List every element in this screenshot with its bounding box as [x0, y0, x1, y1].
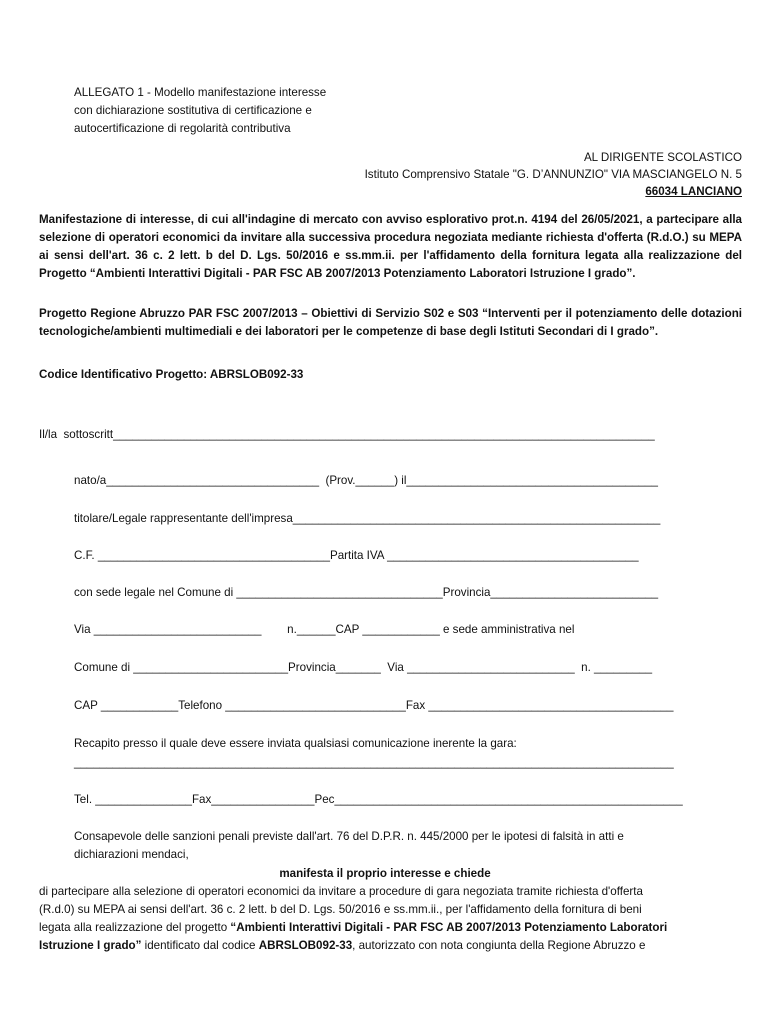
declaration-line-4-text: identificato dal codice	[141, 939, 259, 952]
project-code-bold: ABRSLOB092-33	[258, 939, 353, 952]
form-field-admin-seat: Comune di ________________________Provincia_______ Via __________________________ n. _________	[74, 661, 653, 674]
form-field-legal-seat: con sede legale nel Comune di ________________________________Provincia__________________________	[74, 586, 659, 599]
form-field-street: Via __________________________ n.______CAP ____________ e sede amministrativa nel	[74, 623, 575, 636]
form-field-address-blank: _____________________________________________________________________________________________	[74, 756, 674, 769]
awareness-line-1: Consapevole delle sanzioni penali previste dall'art. 76 del D.P.R. n. 445/2000 per le ipotesi di falsità in atti e	[74, 830, 624, 843]
recipient-line-2: Istituto Comprensivo Statale "G. D’ANNUNZIO" VIA MASCIANGELO N. 5	[364, 168, 742, 181]
declaration-line-2: (R.d.0) su MEPA ai sensi dell'art. 36 c. 2 lett. b del D. Lgs. 50/2016 e ss.mm.ii., per l'affidamento della fornitura di beni	[39, 903, 642, 916]
declaration-line-4-tail: , autorizzato con nota congiunta della Regione Abruzzo e	[352, 939, 646, 952]
declaration-line-4	[39, 937, 742, 955]
project-title-bold: “Ambienti Interattivi Digitali - PAR FSC AB 2007/2013 Potenziamento Laboratori	[230, 921, 668, 934]
form-field-address-label: Recapito presso il quale deve essere inviata qualsiasi comunicazione inerente la gara:	[74, 737, 517, 750]
recipient-line-3: 66034 LANCIANO	[645, 185, 742, 198]
recipient-line-1: AL DIRIGENTE SCOLASTICO	[583, 151, 742, 164]
form-field-contacts: CAP ____________Telefono ____________________________Fax ______________________________________	[74, 699, 674, 712]
header-line-2: con dichiarazione sostitutiva di certificazione e	[74, 104, 312, 117]
declaration-line-3-text: legata alla realizzazione del progetto	[39, 921, 231, 934]
form-field-tel-fax-pec: Tel. _______________Fax________________Pec______________________________________________________	[74, 793, 683, 806]
form-field-tax-codes: C.F. ____________________________________Partita IVA _______________________________________	[74, 549, 639, 562]
project-code: Codice Identificativo Progetto: ABRSLOB092-33	[39, 368, 304, 381]
declaration-heading: manifesta il proprio interesse e chiede	[279, 867, 491, 880]
header-line-1: ALLEGATO 1 - Modello manifestazione interesse	[74, 86, 327, 99]
project-title-end: Istruzione I grado”	[39, 939, 142, 952]
recipient-address	[222, 149, 742, 200]
intro-paragraph: Manifestazione di interesse, di cui all'indagine di mercato con avviso esplorativo prot.n. 4194 del 26/05/2021, a partecipare alla selezione di operatori economici da invitare alla successiva procedura negoziata mediante richiesta d'offerta (R.d.O.) su MEPA ai sensi dell'art. 36 c. 2 lett. b del D. Lgs. 50/2016 e ss.mm.ii. per l'affidamento della fornitura legata alla realizzazione del Progetto “Ambienti Interattivi Digitali - PAR FSC AB 2007/2013 Potenziamento Laboratori Istruzione I grado”.	[39, 213, 742, 280]
declaration-line-3	[39, 919, 742, 937]
declaration-line-1: di partecipare alla selezione di operatori economici da invitare a procedure di gara negoziata tramite richiesta d'offerta	[39, 885, 643, 898]
form-field-company-role: titolare/Legale rappresentante dell'impresa_________________________________________________________	[74, 512, 661, 525]
awareness-line-2: dichiarazioni mendaci,	[74, 848, 189, 861]
header-line-3: autocertificazione di regolarità contributiva	[74, 122, 291, 135]
form-field-birth: nato/a_________________________________ (Prov.______) il_______________________________________	[74, 474, 658, 487]
project-paragraph: Progetto Regione Abruzzo PAR FSC 2007/2013 – Obiettivi di Servizio S02 e S03 “Interventi per il potenziamento delle dotazioni tecnologiche/ambienti multimediali e dei laboratori per le competenze di base degli Istituti Secondari di I grado”.	[39, 307, 742, 338]
form-field-undersigned: Il/la sottoscritt____________________________________________________________________________________	[39, 428, 655, 441]
attachment-header	[74, 84, 494, 138]
